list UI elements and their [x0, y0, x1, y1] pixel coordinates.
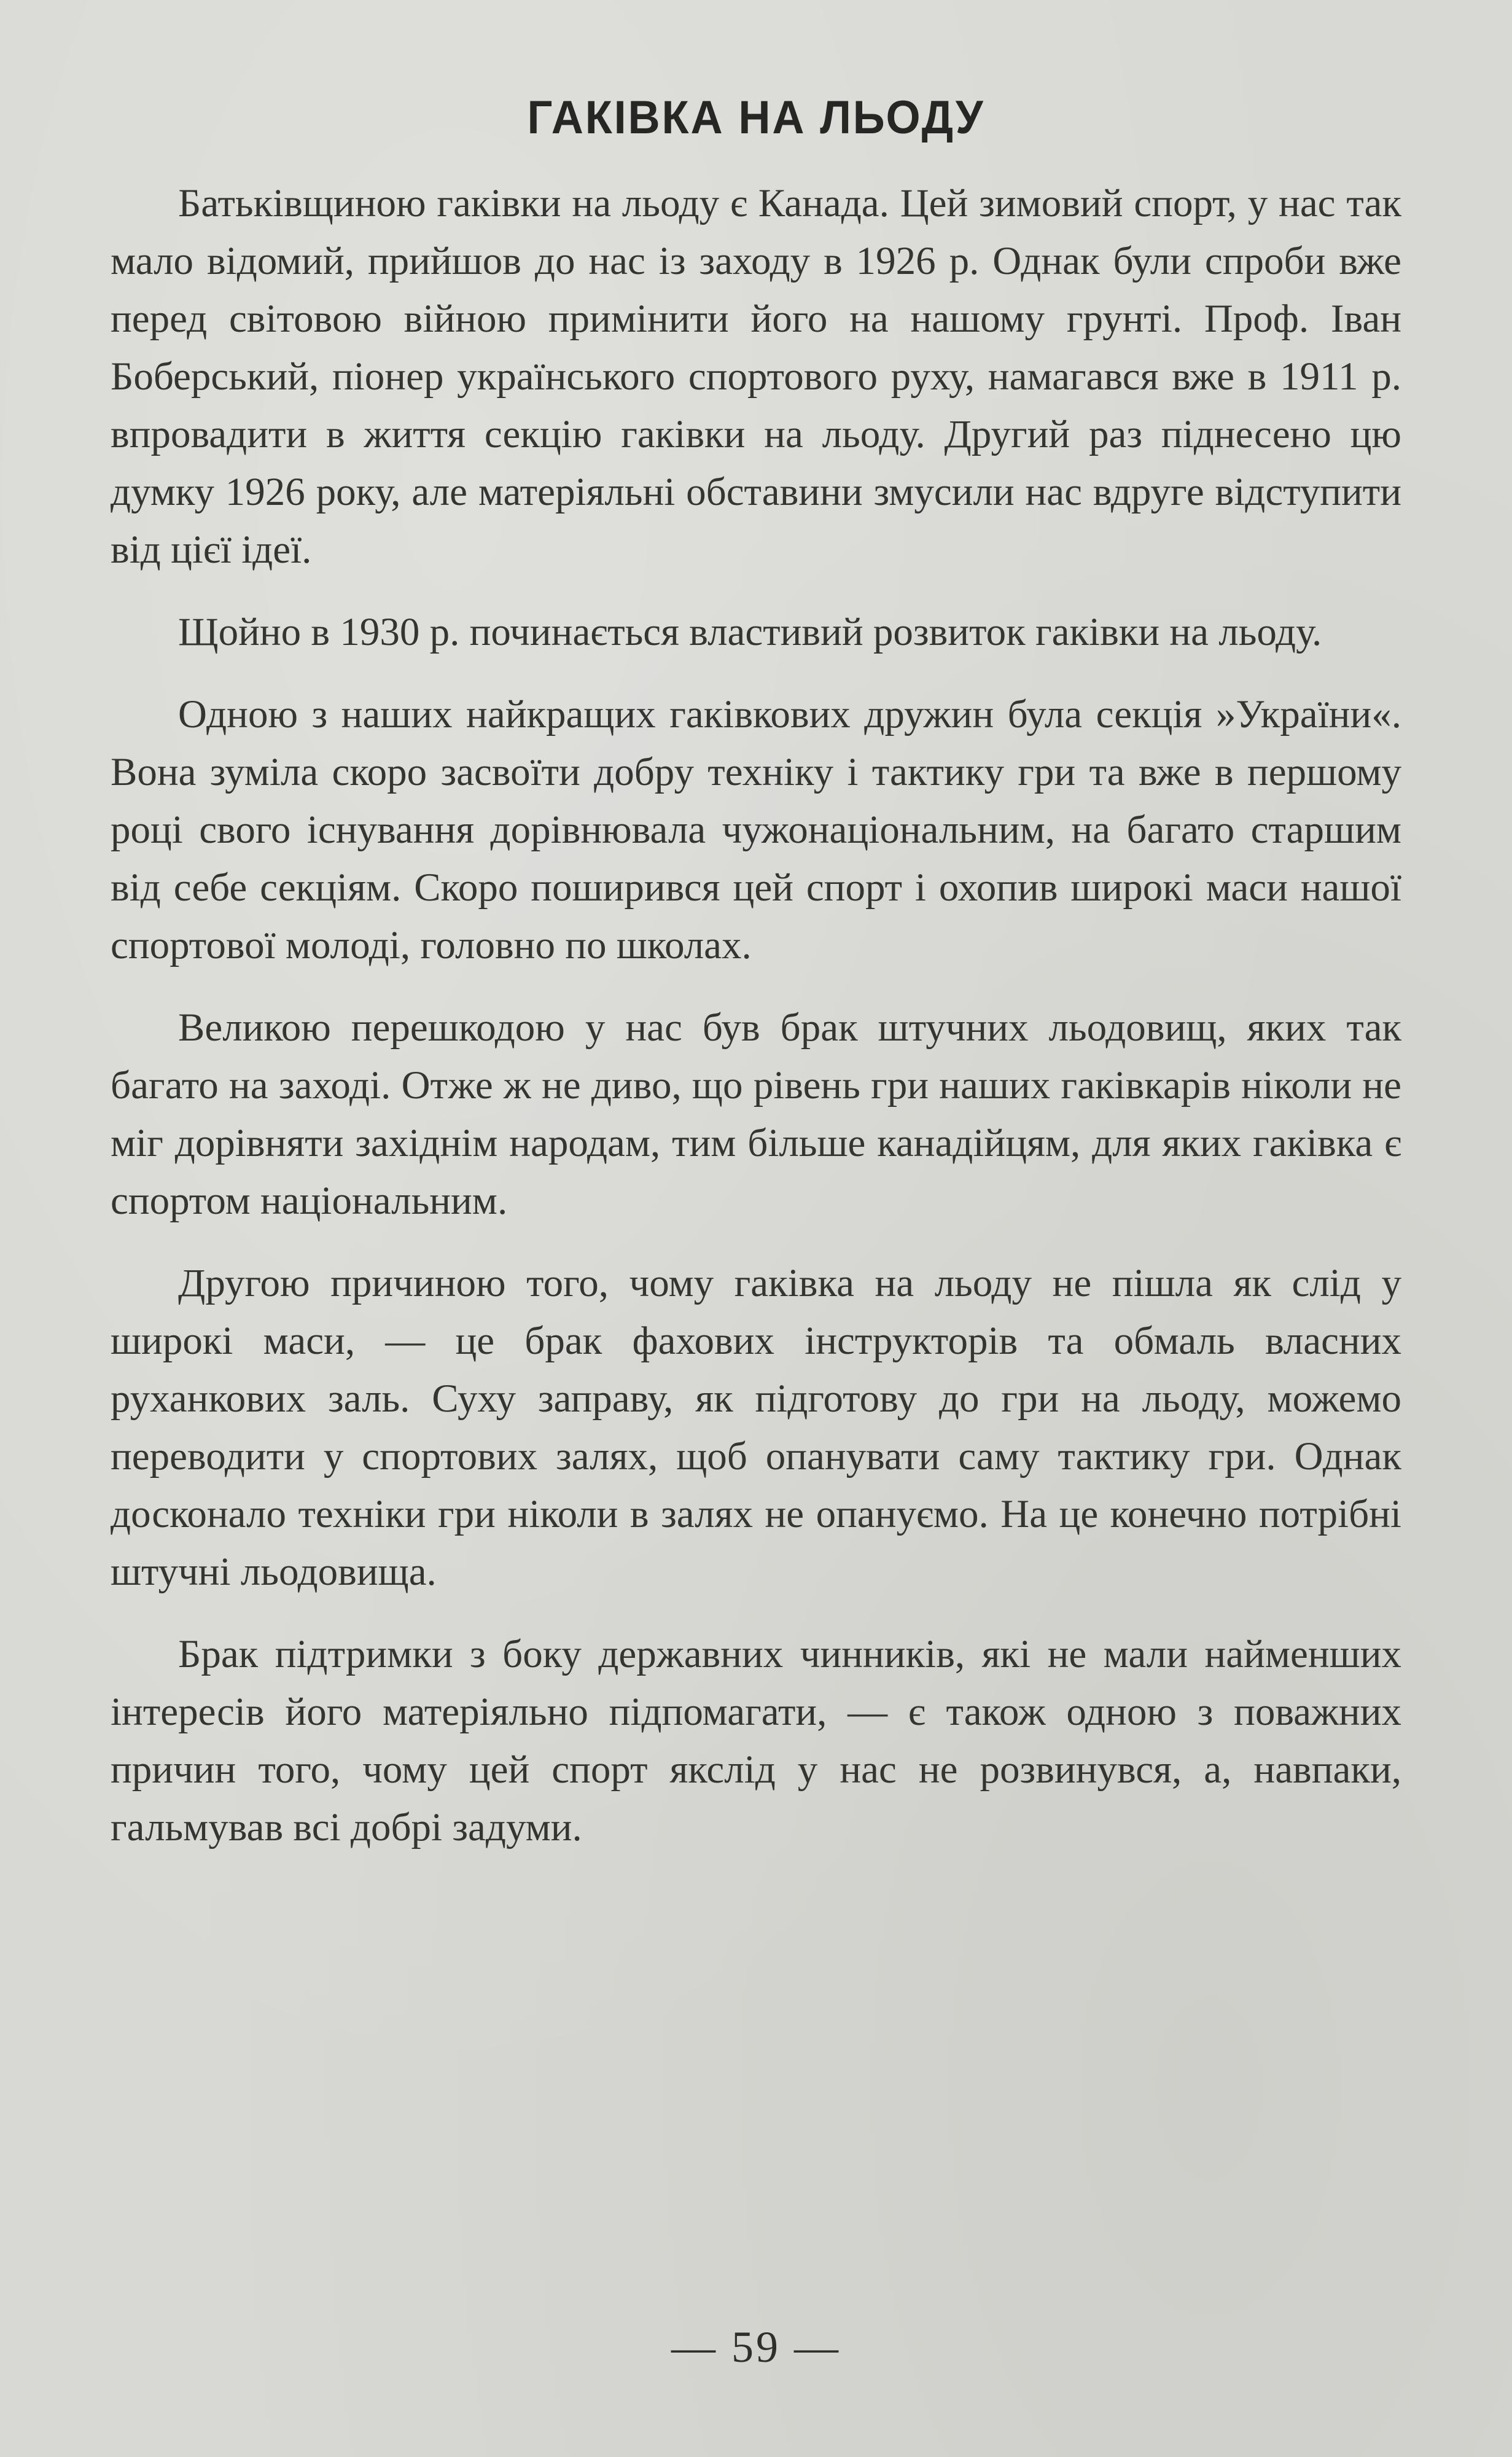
page-title: ГАКІВКА НА ЛЬОДУ — [527, 92, 985, 144]
paragraph-5: Другою причиною того, чому гаківка на льоду не пішла як слід у широкі маси, — це брак фахових інструкторів та обмаль власних руханкових заль. Суху заправу, як підготову до гри на льоду, можемо переводити у спортових залях, щоб опанувати саму тактику гри. Однак досконало техніки гри ніколи в залях не опануємо. На це конечно потрібні штучні льодовища. — [111, 1260, 1401, 1594]
paragraph-3: Одною з наших найкращих гаківкових дружин була секція »України«. Вона зуміла скоро засвоїти добру техніку і тактику гри та вже в першому році свого існування дорівнювала чужонаціональним, на багато старшим від себе секціям. Скоро поширився цей спорт і охопив широкі маси нашої спортової молоді, головно по школах. — [111, 692, 1401, 967]
paragraph-2: Щойно в 1930 р. починається властивий розвиток гаківки на льоду. — [178, 609, 1322, 654]
paragraph-1: Батьківщиною гаківки на льоду є Канада. Цей зимовий спорт, у нас так мало відомий, прийшов до нас із заходу в 1926 р. Однак були спроби вже перед світовою війною примінити його на нашому грунті. Проф. Іван Боберський, піонер українського спортового руху, намагався вже в 1911 р. впровадити в життя секцію гаківки на льоду. Другий раз піднесено цю думку 1926 року, але матеріяльні обставини змусили нас вдруге відступити від цієї ідеї. — [111, 181, 1401, 572]
article-body — [111, 174, 1401, 1856]
page-number: — 59 — — [671, 2322, 841, 2372]
paragraph-6: Брак підтримки з боку державних чинників, які не мали найменших інтересів його матеріяльно підпомагати, — є також одною з поважних причин того, чому цей спорт якслід у нас не розвинувся, а, навпаки, гальмував всі добрі задуми. — [111, 1631, 1401, 1850]
paragraph-4: Великою перешкодою у нас був брак штучних льодовищ, яких так багато на заході. Отже ж не диво, що рівень гри наших гаківкарів ніколи не міг дорівняти західнім народам, тим більше канадійцям, для яких гаківка є спортом національним. — [111, 1005, 1401, 1223]
